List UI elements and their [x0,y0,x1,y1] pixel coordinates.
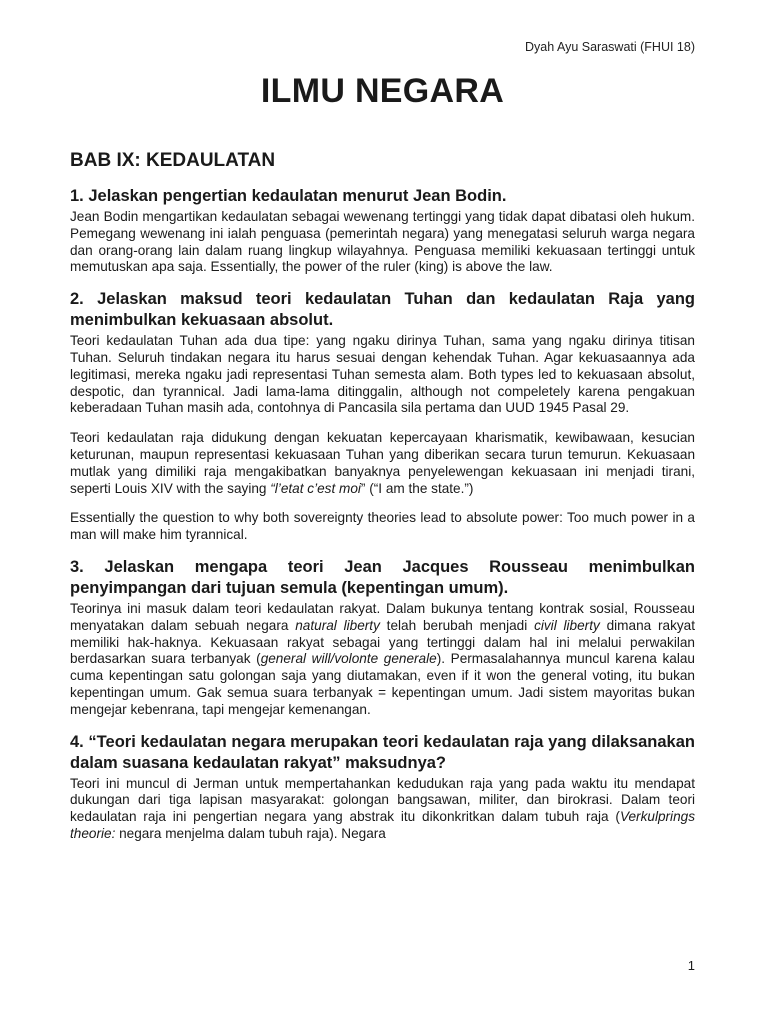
text-run: telah berubah menjadi [379,617,535,633]
text-run: ). Permasalahannya muncul karena kalau cuma kepentingan satu golongan saja yang diutamakan, even if it won the general voting, itu bukan kepentingan umum. Gak semua suara terbanyak = kepentingan umum. Jadi sistem mayoritas bukan mengejar kebenrana, tapi mengejar kemenangan. [70,651,695,717]
text-run: dimana rakyat memiliki hak-haknya. Kekuasaan rakyat sebagai yang tertinggi dalam hal ini melalui perwakilan berdasarkan suara terbanyak ( [70,617,696,667]
question-heading: 3. Jelaskan mengapa teori Jean Jacques Rousseau menimbulkan penyimpangan dari tujuan semula (kepentingan umum). [70,557,695,597]
text-run: negara menjelma dalam tubuh raja). Negara [115,825,386,841]
italic-text: civil liberty [534,617,600,633]
answer-paragraph [70,430,695,497]
chapter-heading: BAB IX: KEDAULATAN [70,150,276,171]
document-page [70,0,695,1024]
section-1 [70,186,695,276]
answer-paragraph [70,510,695,544]
text-run: ” (“I am the state.”) [360,480,474,496]
document-title: ILMU NEGARA [260,72,505,110]
section-4 [70,732,695,843]
section-3 [70,557,695,719]
answer-paragraph [70,209,695,276]
text-run: Teori kedaulatan Tuhan ada dua tipe: yang ngaku dirinya Tuhan, sama yang ngaku dirinya titisan Tuhan. Seluruh tindakan negara itu harus sesuai dengan kehendak Tuhan. Agar kekuasaannya ada legitimasi, mereka ngaku jadi representasi Tuhan semesta alam. Both types led to kekuasaan absolut, despotic, dan tyrannical. Jadi lama-lama ditinggalin, although not compeletely karena pengakuan keberadaan Tuhan masih ada, contohnya di Pancasila sila pertama dan UUD 1945 Pasal 29. [70,333,695,416]
page-number: 1 [687,958,695,973]
text-run: Essentially the question to why both sovereignty theories lead to absolute power: Too much power in a man will make him tyrannical. [70,510,695,543]
question-heading: 1. Jelaskan pengertian kedaulatan menurut Jean Bodin. [70,187,507,205]
text-run: Teori ini muncul di Jerman untuk mempertahankan kedudukan raja yang pada waktu itu mendapat dukungan dari tiga lapisan masyarakat: golongan bangsawan, militer, dan birokrasi. Dalam teori kedaulatan raja ini pengertian negara yang abstrak itu dikonkritkan dalam tubuh raja ( [70,775,695,825]
text-run: Jean Bodin mengartikan kedaulatan sebagai wewenang tertinggi yang tidak dapat dibatasi oleh hukum. Pemegang wewenang ini ialah penguasa (pemerintah negara) yang menegatasi seluruh warga negara dan orang-orang lain dalam ruang lingkup wilayahnya. Penguasa memiliki kekuasaan tertinggi untuk memutuskan apa saja. Essentially, the power of the ruler (king) is above the law. [70,209,695,275]
answer-paragraph [70,776,695,843]
italic-text: natural liberty [295,617,380,633]
text-run: Teori kedaulatan raja didukung dengan kekuatan kepercayaan kharismatik, kewibawaan, kesucian keturunan, maupun representasi kekuasaan Tuhan yang diberikan secara turun temurun. Kekuasaan mutlak yang dimiliki raja mengakibatkan banyaknya penyelewengan kekuasaan ini menjadi tirani, seperti Louis XIV with the saying [70,430,695,496]
question-heading: 4. “Teori kedaulatan negara merupakan teori kedaulatan raja yang dilaksanakan dalam suasana kedaulatan rakyat” maksudnya? [70,732,695,772]
italic-text: “l’etat c’est moi [270,480,361,496]
answer-paragraph [70,601,695,719]
author-header: Dyah Ayu Saraswati (FHUI 18) [525,40,695,54]
italic-text: general will/volonte generale [260,651,437,667]
text-run: Teorinya ini masuk dalam teori kedaulatan rakyat. Dalam bukunya tentang kontrak sosial, Rousseau menyatakan dalam sebuah negara [70,600,695,633]
section-2 [70,289,695,544]
answer-paragraph [70,333,695,417]
italic-text: Verkulprings theorie: [70,809,695,841]
document-body [70,186,695,856]
question-heading: 2. Jelaskan maksud teori kedaulatan Tuhan dan kedaulatan Raja yang menimbulkan kekuasaan absolut. [70,290,695,330]
